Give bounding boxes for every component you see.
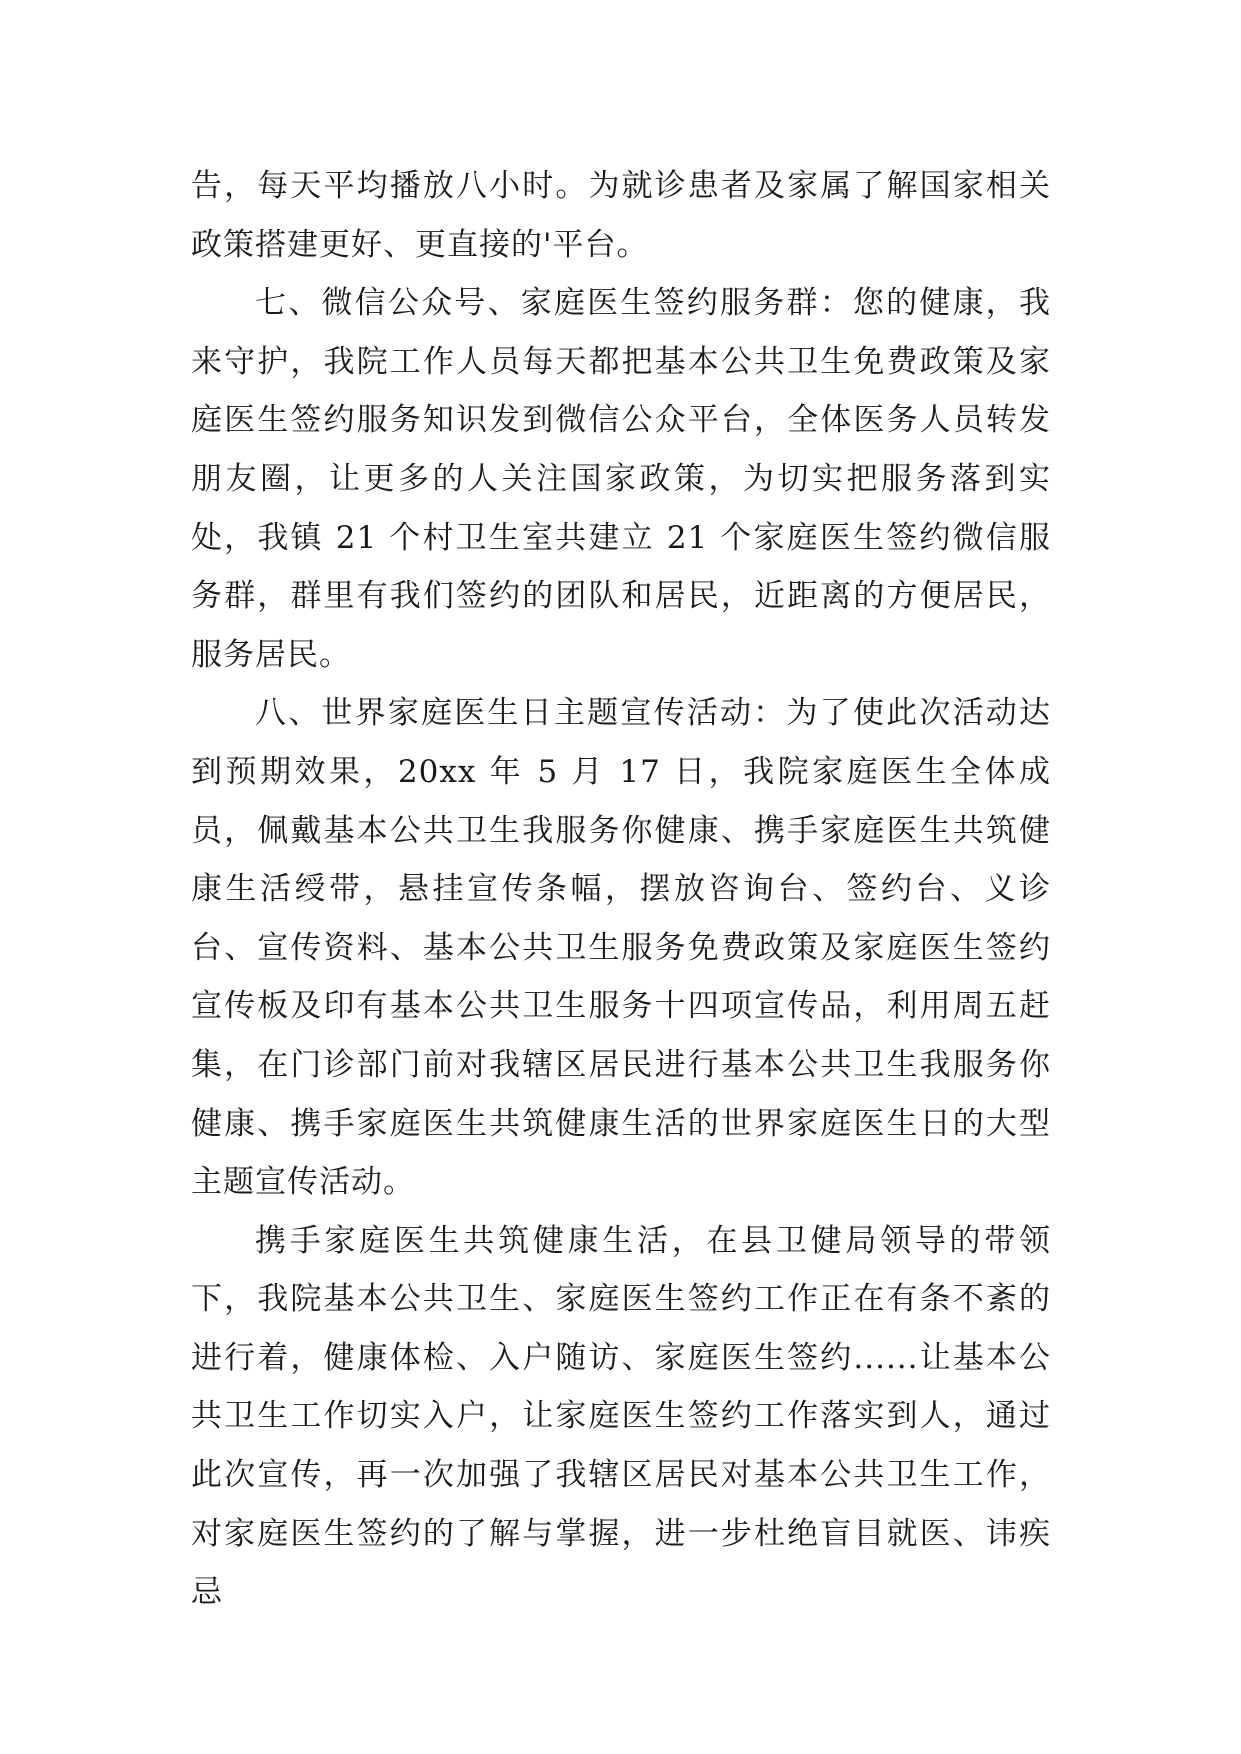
paragraph-4: 携手家庭医生共筑健康生活，在县卫健局领导的带领下，我院基本公共卫生、家庭医生签约工作正在有条不紊的进行着，健康体检、入户随访、家庭医生签约......让基本公共卫生工作切实入户，让家庭医生签约工作落实到人，通过此次宣传，再一次加强了我辖区居民对基本公共卫生工作，对家庭医生签约的了解与掌握，进一步杜绝盲目就医、讳疾忌 [191,1222,1051,1611]
paragraph-3: 八、世界家庭医生日主题宣传活动：为了使此次活动达到预期效果，20xx 年 5 月 17 日，我院家庭医生全体成员，佩戴基本公共卫生我服务你健康、携手家庭医生共筑健康生活绶带，悬挂宣传条幅，摆放咨询台、签约台、义诊台、宣传资料、基本公共卫生服务免费政策及家庭医生签约宣传板及印有基本公共卫生服务十四项宣传品，利用周五赶集，在门诊部门前对我辖区居民进行基本公共卫生我服务你健康、携手家庭医生共筑健康生活的世界家庭医生日的大型主题宣传活动。 [191,695,1051,1201]
paragraph-1: 告，每天平均播放八小时。为就诊患者及家属了解国家相关政策搭建更好、更直接的'平台。 [191,168,1051,263]
paragraph-2: 七、微信公众号、家庭医生签约服务群：您的健康，我来守护，我院工作人员每天都把基本公共卫生免费政策及家庭医生签约服务知识发到微信公众平台，全体医务人员转发朋友圈，让更多的人关注国家政策，为切实把服务落到实处，我镇 21 个村卫生室共建立 21 个家庭医生签约微信服务群，群里有我们签约的团队和居民，近距离的方便居民，服务居民。 [191,285,1051,673]
document-body [191,157,1051,1622]
